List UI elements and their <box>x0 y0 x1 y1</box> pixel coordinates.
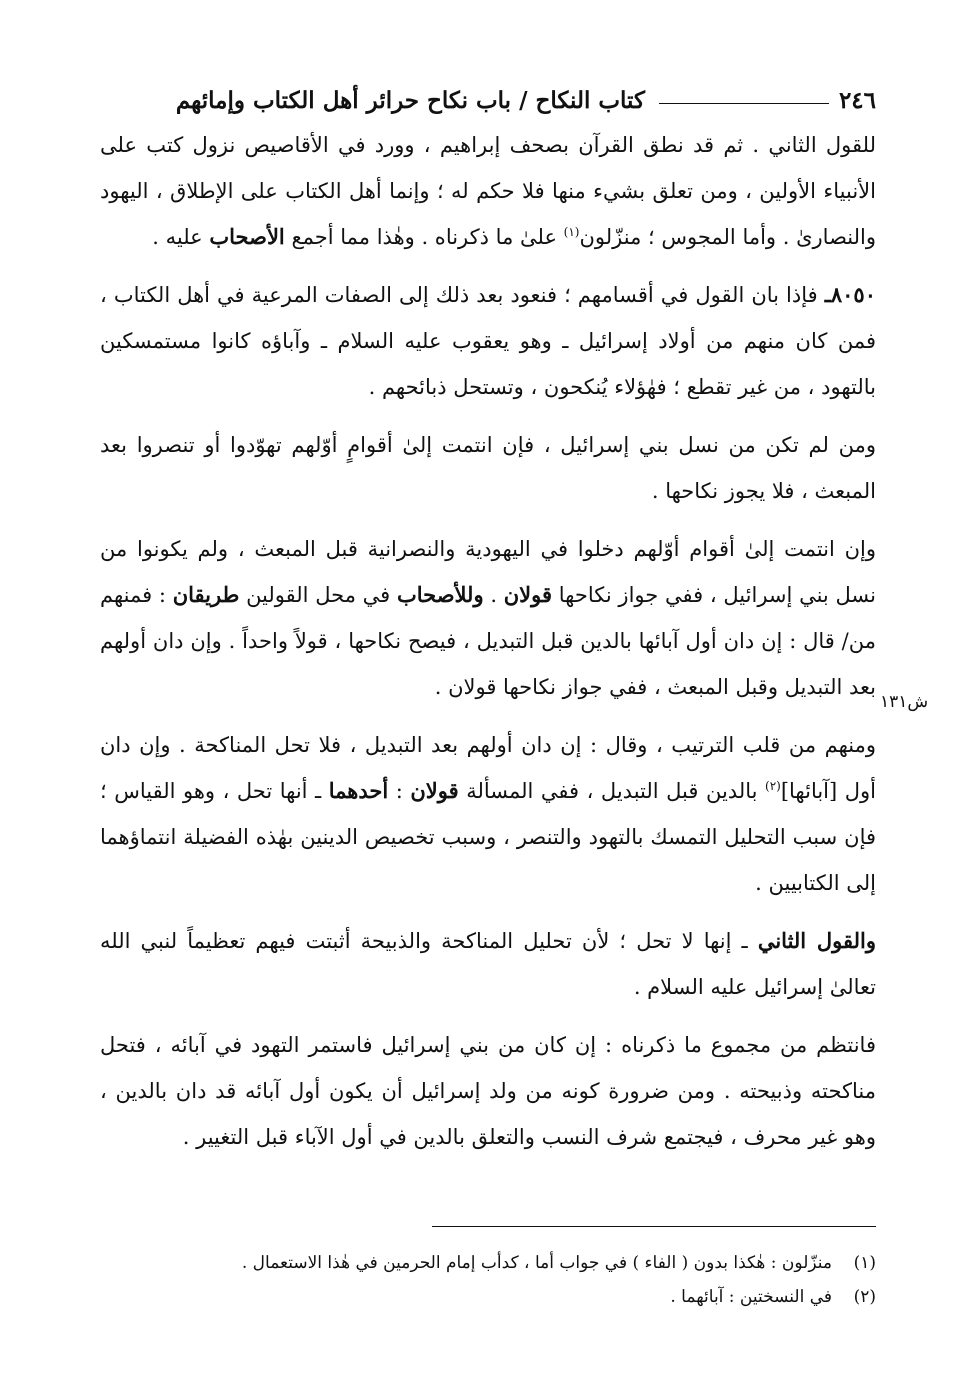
footnote-text: منزّلون : هٰكذا بدون ( الفاء ) في جواب أما ، كدأب إمام الحرمين في هٰذا الاستعمال . <box>241 1253 832 1273</box>
p5-text-b: بالدين قبل التبديل ، ففي المسألة <box>458 779 765 803</box>
p4-text-c: في محل القولين <box>239 583 397 607</box>
p5-bold-1: قولان <box>410 778 459 803</box>
p4-bold-2: وللأصحاب <box>396 582 484 607</box>
running-title: كتاب النكاح / باب نكاح حرائر أهل الكتاب وإمائهم <box>175 86 645 114</box>
manuscript-margin-note: ش١٣١ <box>880 692 929 712</box>
footnote-1 <box>100 1246 876 1280</box>
paragraph-3: ومن لم تكن من نسل بني إسرائيل ، فإن انتمت إلىٰ أقوامٍ أوّلهم تهوّدوا أو تنصروا بعد المبعث ، فلا يجوز نكاحها . <box>100 433 876 503</box>
p4-text-d: : فمنهم من/ قال : إن دان أول آبائها بالدين قبل التبديل ، فيصح نكاحها ، قولاً واحداً . وإن دان أولهم بعد التبديل وقبل المبعث ، ففي جواز نكاحها قولان . <box>100 583 876 699</box>
footnote-separator <box>432 1226 876 1227</box>
paragraph-7: فانتظم من مجموع ما ذكرناه : إن كان من بني إسرائيل فاستمر التهود في آبائه ، فتحل مناكحته وذبيحته . ومن ضرورة كونه من ولد إسرائيل أن يكون أول آبائه قد دان بالدين ، وهو غير محرف ، فيجتمع شرف النسب والتعلق بالدين في أول الآباء قبل التغيير . <box>100 1033 876 1149</box>
p1-text-b: علىٰ ما ذكرناه . وهٰذا مما أجمع <box>284 225 564 249</box>
running-header <box>100 78 876 122</box>
p5-text-a: ومنهم من قلب الترتيب ، وقال : إن دان أولهم بعد التبديل ، فلا تحل المناكحة . وإن دان أول [آبائها] <box>100 733 876 803</box>
page-number: ٢٤٦ <box>838 86 876 114</box>
page-body <box>100 78 876 1368</box>
paragraph-6 <box>100 918 876 1010</box>
p4-text-a: وإن انتمت إلىٰ أقوام أوّلهم دخلوا في اليهودية والنصرانية قبل المبعث ، ولم يكونوا من نسل بني إسرائيل ، ففي جواز نكاحها <box>100 537 876 607</box>
footnote-text: في النسختين : آبائهما . <box>670 1287 832 1307</box>
paragraph-4 <box>100 526 876 710</box>
p6-text: ـ إنها لا تحل ؛ لأن تحليل المناكحة والذبيحة أثبتت فيهم تعظيماً لنبي الله تعالىٰ إسرائيل عليه السلام . <box>100 929 876 999</box>
p5-text-c: : <box>388 779 411 803</box>
paragraph-1 <box>100 122 876 260</box>
footnote-2 <box>100 1280 876 1314</box>
footnote-number: (٢) <box>853 1287 876 1307</box>
p2-text: فإذا بان القول في أقسامهم ؛ فنعود بعد ذلك إلى الصفات المرعية في أهل الكتاب ، فمن كان منهم من أولاد إسرائيل ـ وهو يعقوب عليه السلام ـ وآباؤه كانوا مستمسكين بالتهود ، من غير تقطع ؛ فهٰؤلاء يُنكحون ، وتستحل ذبائحهم . <box>100 283 876 399</box>
header-rule <box>659 103 829 104</box>
p4-text-b: . <box>483 583 504 607</box>
p1-bold: الأصحاب <box>209 224 285 249</box>
footnote-ref-2: (٢) <box>765 779 781 793</box>
p6-bold: والقول الثاني <box>757 928 876 953</box>
p1-text-a: للقول الثاني . ثم قد نطق القرآن بصحف إبراهيم ، وورد في الأقاصيص نزول كتب على الأنبياء الأولين ، ومن تعلق بشيء منها فلا حكم له ؛ وإنما أهل الكتاب على الإطلاق ، اليهود والنصارىٰ . وأما المجوس ؛ منزّلون <box>100 133 876 249</box>
p4-bold-3: طريقان <box>172 582 240 607</box>
p5-text-d: ـ أنها تحل ، وهو القياس ؛ فإن سبب التحليل التمسك بالتهود والتنصر ، وسبب تخصيص الدينين بهٰذه الفضيلة انتماؤهما إلى الكتابيين . <box>100 779 876 895</box>
paragraph-5 <box>100 722 876 906</box>
p5-bold-2: أحدهما <box>328 778 389 803</box>
footnotes <box>100 1246 876 1314</box>
p1-text-c: عليه . <box>152 225 210 249</box>
footnote-ref-1: (١) <box>563 225 580 239</box>
footnote-number: (١) <box>853 1253 876 1273</box>
paragraph-2 <box>100 272 876 410</box>
paragraph-number: ٨٠٥٠ـ <box>824 282 876 307</box>
p4-bold-1: قولان <box>503 582 553 607</box>
